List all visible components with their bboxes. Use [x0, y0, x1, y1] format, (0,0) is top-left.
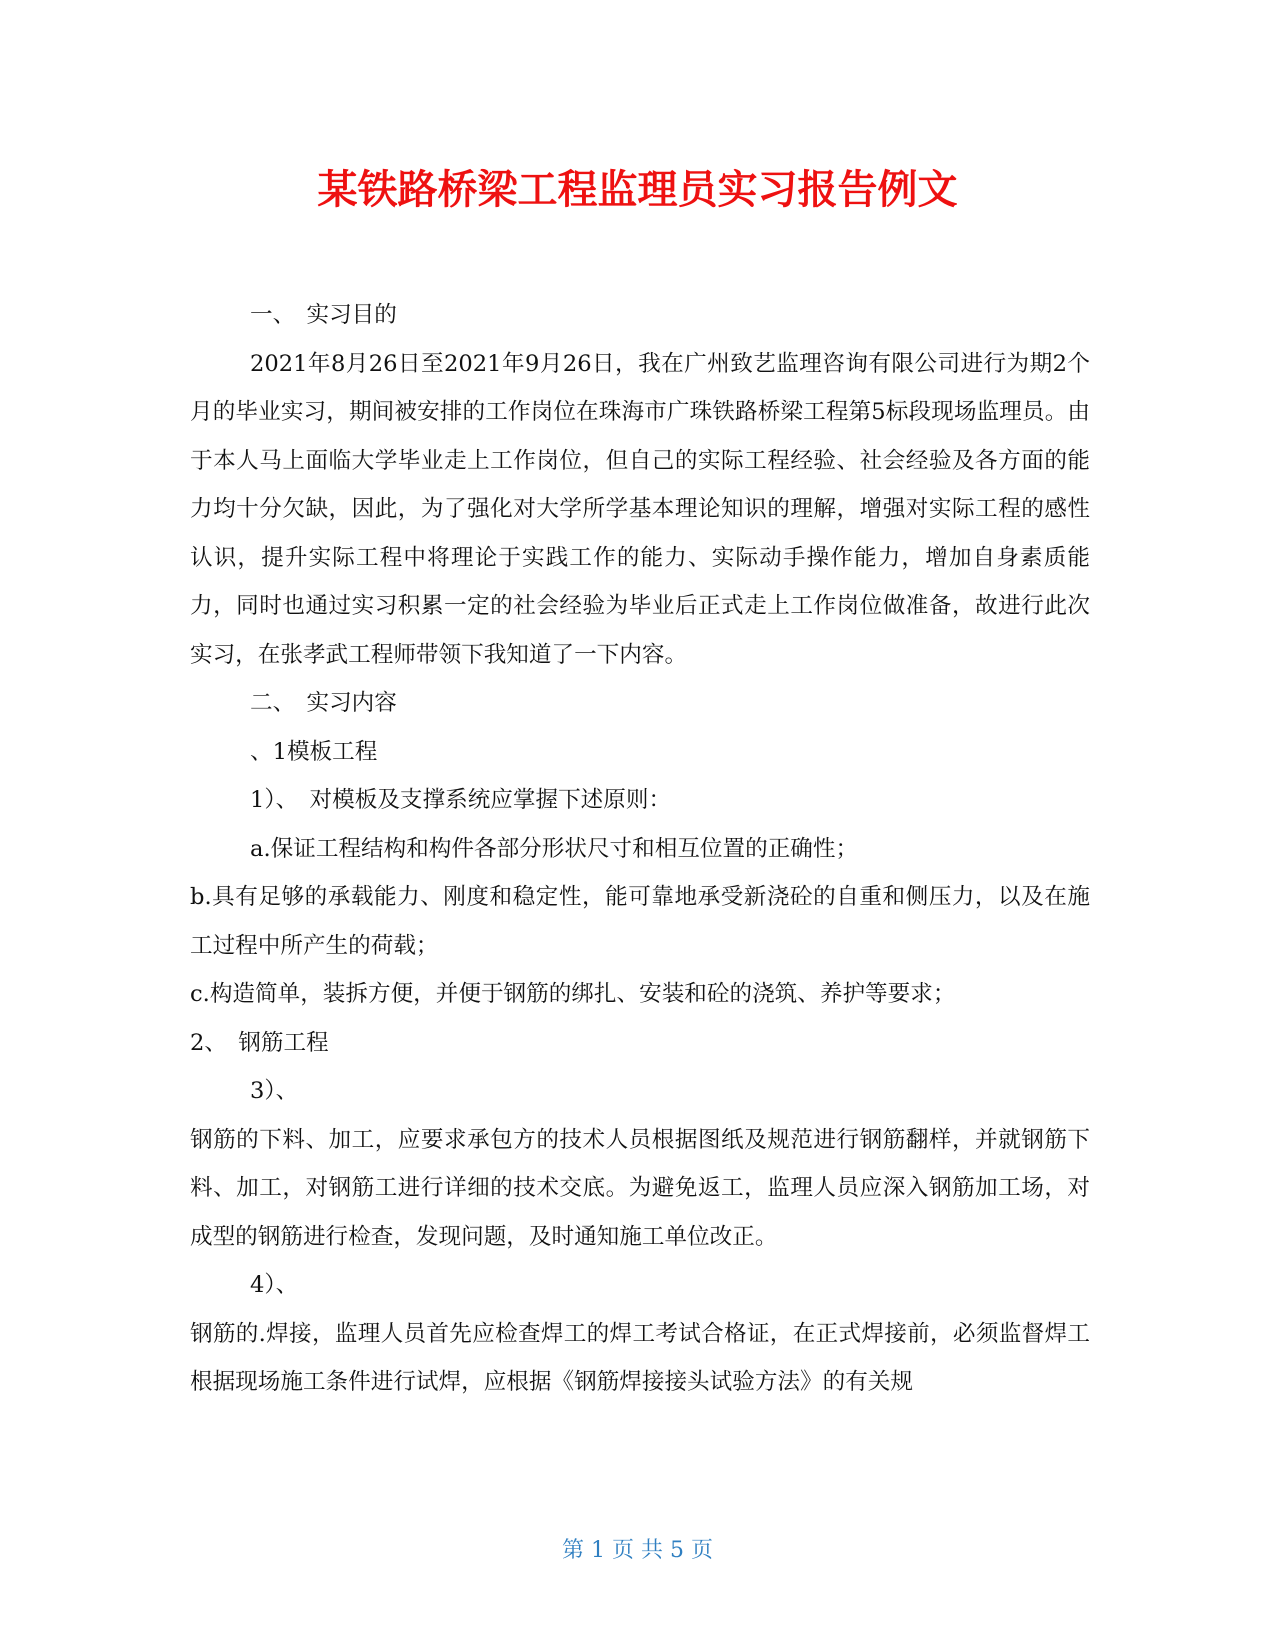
item-4-label: 4）、: [250, 1272, 299, 1298]
section-heading-purpose: 一、 实习目的: [250, 302, 397, 328]
item-c: c.构造简单，装拆方便，并便于钢筋的绑扎、安装和砼的浇筑、养护等要求；: [190, 981, 956, 1007]
paragraph-rebar-cutting: 钢筋的下料、加工，应要求承包方的技术人员根据图纸及规范进行钢筋翻样，并就钢筋下料、加工，对钢筋工进行详细的技术交底。为避免返工，监理人员应深入钢筋加工场，对成型的钢筋进行检查，发现问题，及时通知施工单位改正。: [190, 1126, 1090, 1250]
section-heading-content: 二、 实习内容: [250, 690, 397, 716]
page-number-footer: 第 1 页 共 5 页: [562, 1538, 713, 1563]
item-formwork-principles: 1）、 对模板及支撑系统应掌握下述原则：: [250, 787, 672, 813]
document-body: [190, 291, 1090, 1407]
subheading-formwork: 、1模板工程: [250, 738, 378, 765]
paragraph-rebar-welding: 钢筋的.焊接，监理人员首先应检查焊工的焊工考试合格证，在正式焊接前，必须监督焊工根据现场施工条件进行试焊，应根据《钢筋焊接接头试验方法》的有关规: [190, 1320, 1090, 1395]
item-3-label: 3）、: [250, 1078, 299, 1104]
paragraph-purpose: 2021年8月26日至2021年9月26日，我在广州致艺监理咨询有限公司进行为期2个月的毕业实习，期间被安排的工作岗位在珠海市广珠铁路桥梁工程第5标段现场监理员。由于本人马上面临大学毕业走上工作岗位，但自己的实际工程经验、社会经验及各方面的能力均十分欠缺，因此，为了强化对大学所学基本理论知识的理解，增强对实际工程的感性认识，提升实际工程中将理论于实践工作的能力、实际动手操作能力，增加自身素质能力，同时也通过实习积累一定的社会经验为毕业后正式走上工作岗位做准备，故进行此次实习，在张孝武工程师带领下我知道了一下内容。: [190, 350, 1090, 668]
subheading-rebar: 2、 钢筋工程: [190, 1029, 329, 1056]
document-title: 某铁路桥梁工程监理员实习报告例文: [317, 167, 958, 213]
item-a: a.保证工程结构和构件各部分形状尺寸和相互位置的正确性；: [250, 835, 859, 862]
item-b: b.具有足够的承载能力、刚度和稳定性，能可靠地承受新浇砼的自重和侧压力，以及在施工过程中所产生的荷载；: [190, 884, 1090, 959]
